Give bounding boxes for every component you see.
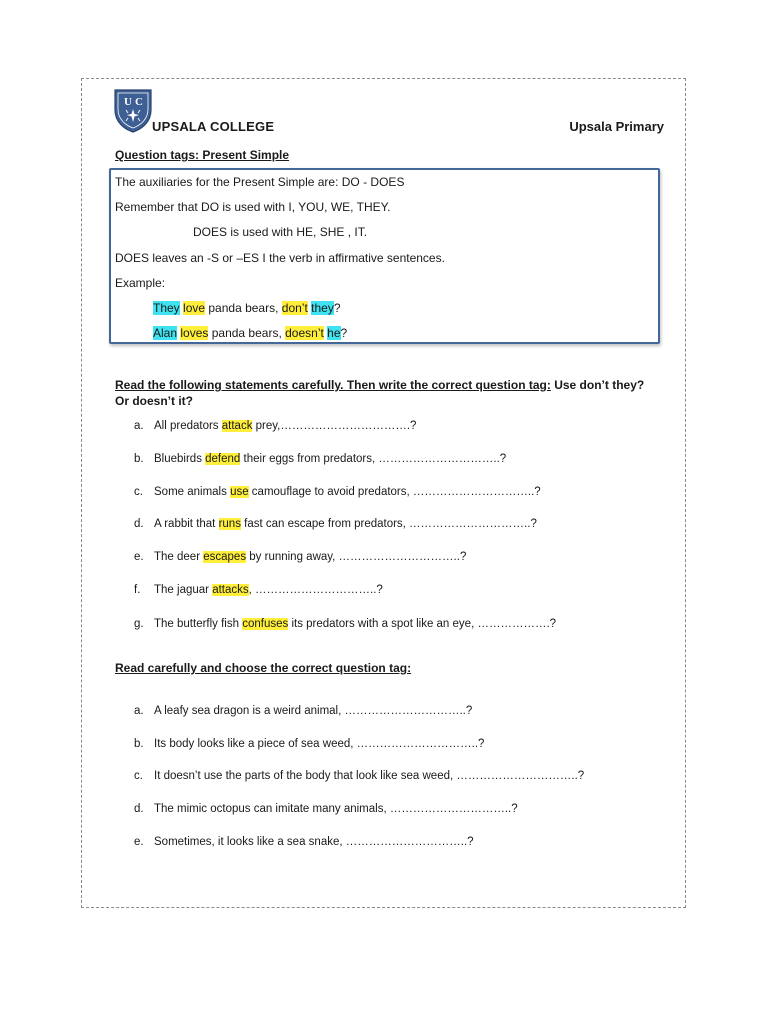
exercise-1-item: c. Some animals use camouflage to avoid predators, …………………………..? [134, 486, 541, 498]
example-verb: loves [180, 326, 209, 340]
example-subject: They [153, 301, 180, 315]
exercise-1-item: d. A rabbit that runs fast can escape from predators, …………………………..? [134, 518, 537, 530]
exercise-2-item: d. The mimic octopus can imitate many animals, …………………………..? [134, 803, 518, 815]
rule-line: Remember that DO is used with I, YOU, WE, THEY. [115, 200, 391, 214]
exercise-2-item: c. It doesn’t use the parts of the body that look like sea weed, …………………………..? [134, 770, 585, 782]
answer-blank: Its body looks like a piece of sea weed, …………………………..? [154, 738, 485, 750]
verb-highlight: confuses [242, 618, 289, 630]
exercise-1-instruction: Read the following statements carefully. Then write the correct question tag: Use don’t they? Or doesn’t it? [115, 378, 645, 408]
verb-highlight: use [230, 486, 249, 498]
example-auxiliary: don’t [281, 301, 308, 315]
answer-blank: by running away, …………………………..? [246, 551, 467, 563]
exercise-2-item: a. A leafy sea dragon is a weird animal, …………………………..? [134, 705, 473, 717]
rule-line: The auxiliaries for the Present Simple are: DO - DOES [115, 175, 405, 189]
school-crest-logo [113, 88, 153, 134]
exercise-2-item: e. Sometimes, it looks like a sea snake, …………………………..? [134, 836, 474, 848]
example-verb: love [183, 301, 206, 315]
exercise-1-item: a. All predators attack prey,…………………………….? [134, 420, 417, 432]
exercise-1-item: b. Bluebirds defend their eggs from predators, …………………………..? [134, 453, 507, 465]
answer-blank: It doesn’t use the parts of the body that look like sea weed, …………………………..? [154, 770, 585, 782]
exercise-2-item: b. Its body looks like a piece of sea weed, …………………………..? [134, 738, 485, 750]
example-auxiliary: doesn’t [285, 326, 324, 340]
answer-blank: fast can escape from predators, …………………………..? [240, 518, 537, 530]
exercise-2-instruction: Read carefully and choose the correct question tag: [115, 661, 412, 675]
example-sentence-2: Alan loves panda bears, doesn’t he? [153, 326, 348, 340]
svg-text:C: C [135, 96, 143, 108]
exercise-1-item: f. The jaguar attacks, …………………………..? [134, 584, 383, 596]
example-label: Example: [115, 276, 166, 290]
example-pronoun: he [327, 326, 341, 340]
verb-highlight: defend [205, 453, 241, 465]
exercise-1-item: e. The deer escapes by running away, …………………………..? [134, 551, 467, 563]
campus-name: Upsala Primary [569, 119, 664, 134]
answer-blank: The mimic octopus can imitate many animals, …………………………..? [154, 803, 518, 815]
answer-blank: , …………………………..? [248, 584, 383, 596]
verb-highlight: escapes [203, 551, 247, 563]
verb-highlight: runs [218, 518, 241, 530]
verb-highlight: attack [221, 420, 253, 432]
verb-highlight: attacks [212, 584, 249, 596]
example-sentence-1: They love panda bears, don’t they? [153, 301, 341, 315]
answer-blank: A leafy sea dragon is a weird animal, …………………………..? [154, 705, 473, 717]
answer-blank: Sometimes, it looks like a sea snake, …………………………..? [154, 836, 474, 848]
answer-blank: its predators with a spot like an eye, ……………….? [288, 618, 557, 630]
example-pronoun: they [311, 301, 334, 315]
answer-blank: camouflage to avoid predators, …………………………..? [248, 486, 541, 498]
exercise-1-item: g. The butterfly fish confuses its predators with a spot like an eye, ……………….? [134, 618, 557, 630]
school-name: UPSALA COLLEGE [152, 119, 275, 134]
answer-blank: prey,…………………………….? [252, 420, 417, 432]
rule-line: DOES leaves an -S or –ES I the verb in affirmative sentences. [115, 251, 445, 265]
rule-line: DOES is used with HE, SHE , IT. [193, 225, 368, 239]
svg-text:U: U [124, 96, 132, 108]
example-subject: Alan [153, 326, 178, 340]
section-title: Question tags: Present Simple [115, 148, 290, 162]
answer-blank: their eggs from predators, …………………………..? [240, 453, 507, 465]
